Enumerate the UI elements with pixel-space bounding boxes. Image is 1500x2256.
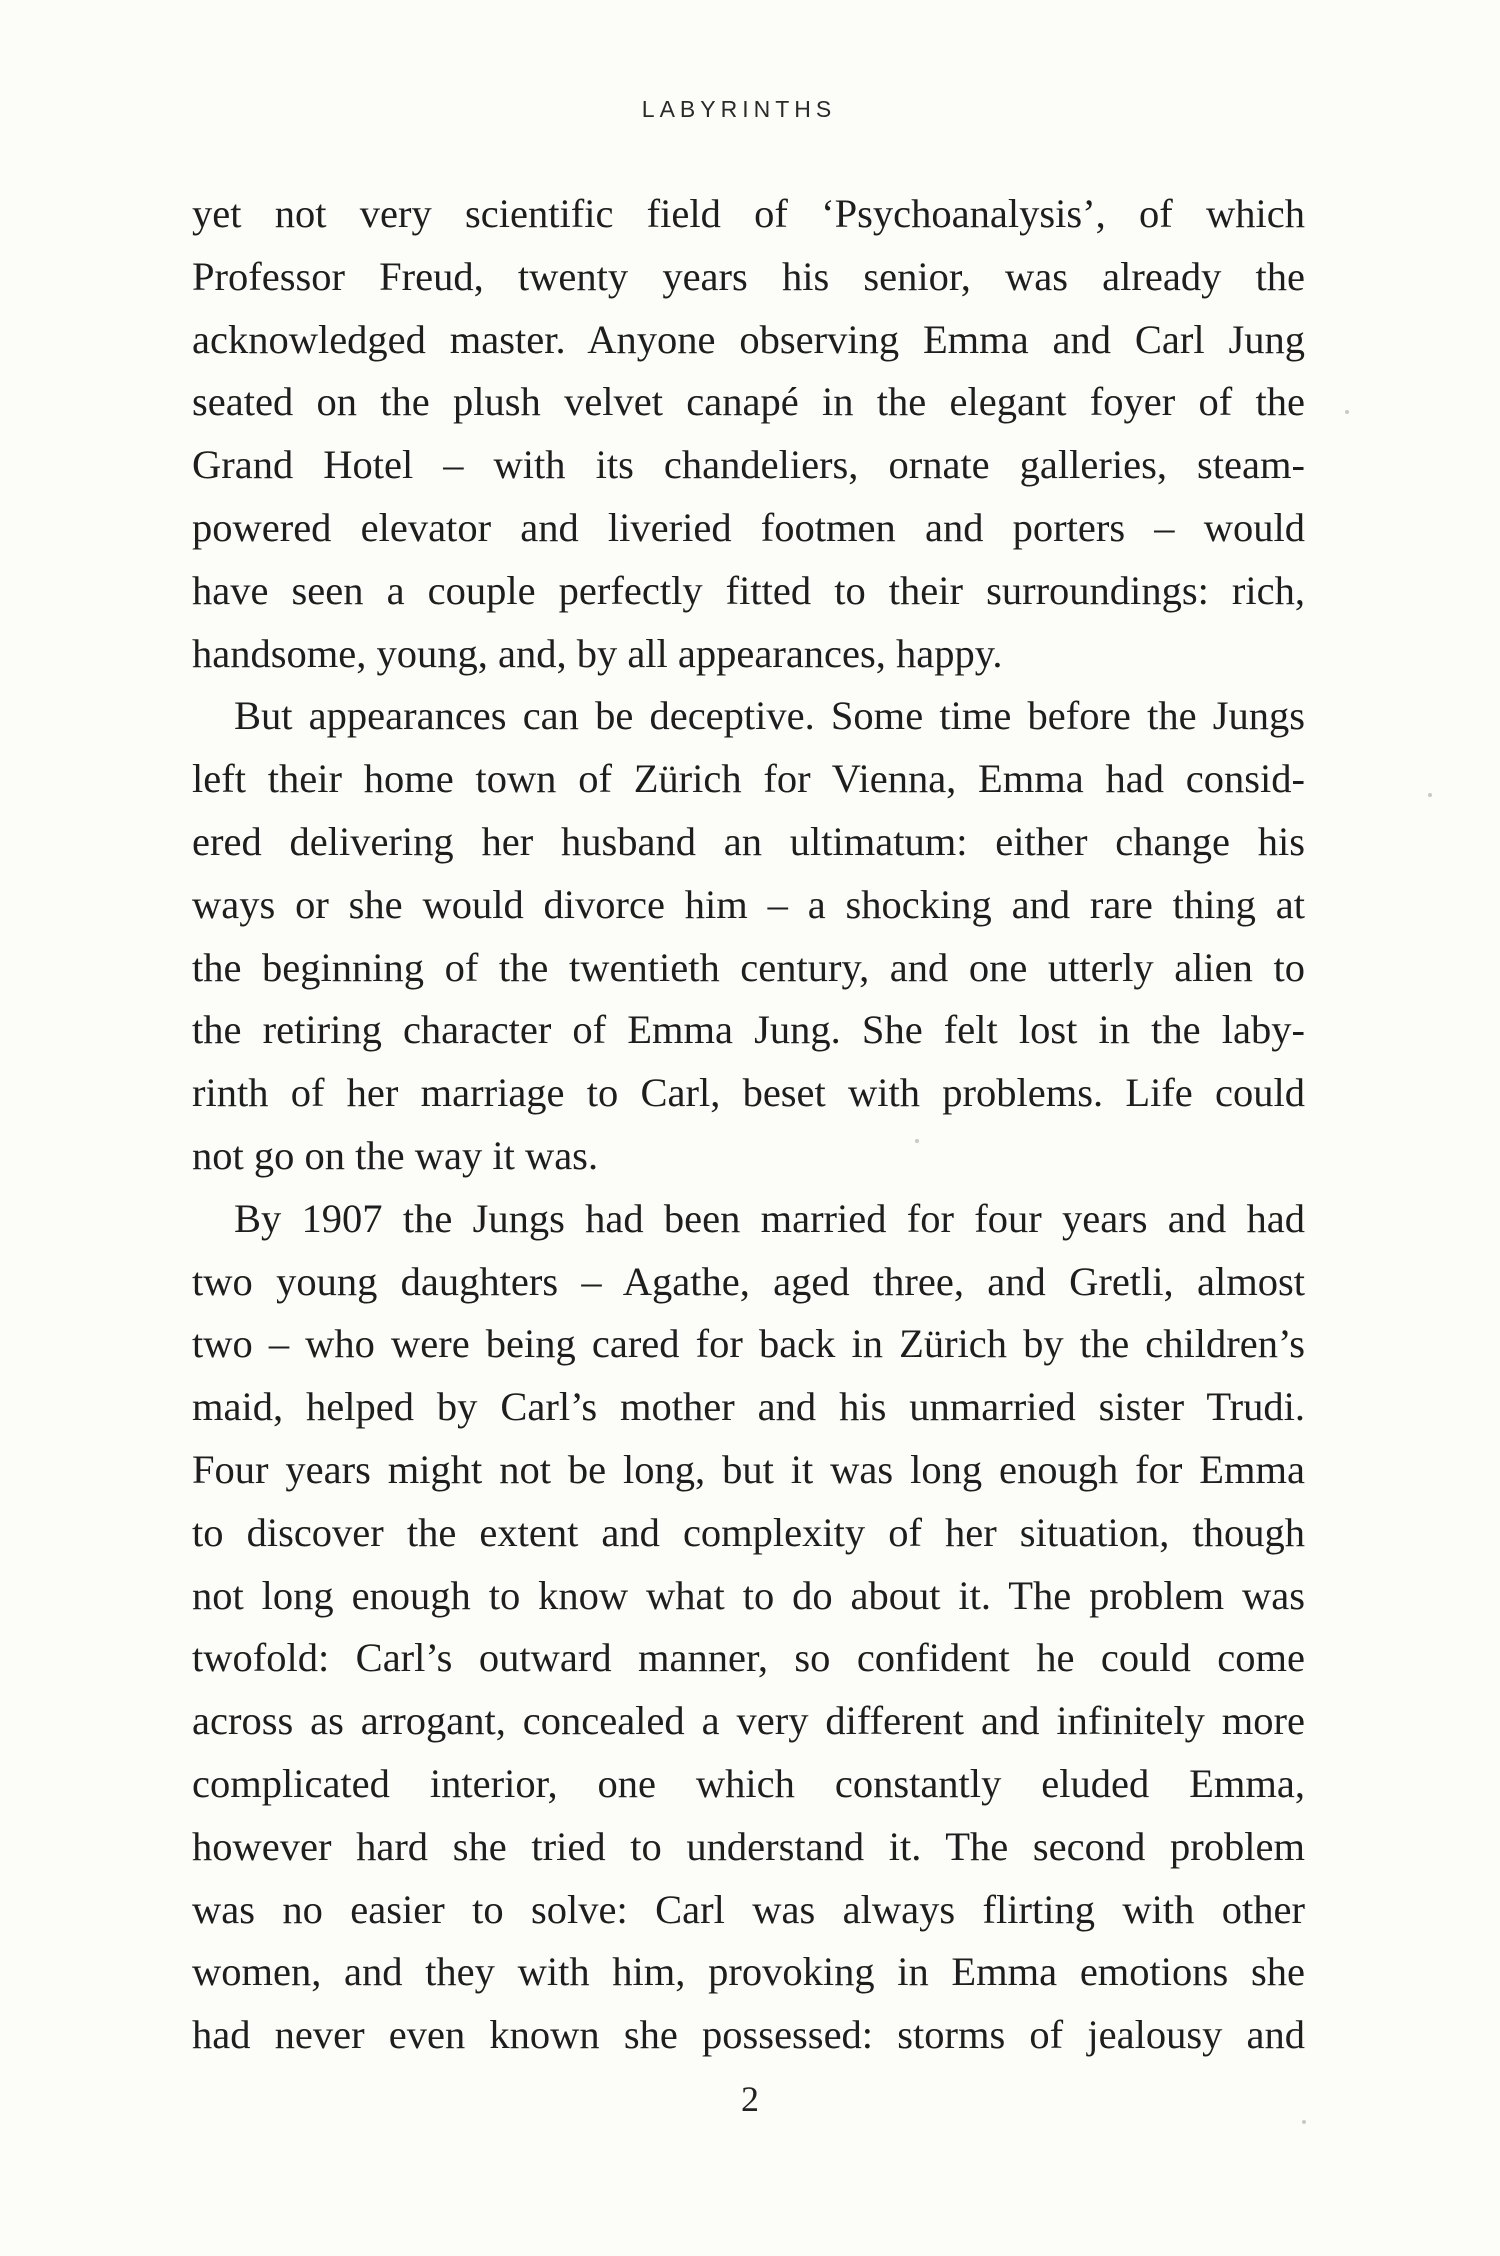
text-line: not long enough to know what to do about it. The problem was [192,1572,1305,1618]
text-line: yet not very scientific field of ‘Psychoanalysis’, of which [192,191,1305,236]
running-head: LABYRINTHS [641,96,837,122]
text-line: women, and they with him, provoking in Emma emotions she [192,1949,1305,1995]
text-line: rinth of her marriage to Carl, beset with problems. Life could [192,1070,1305,1116]
text-line: was no easier to solve: Carl was always flirting with other [192,1886,1305,1932]
text-line: handsome, young, and, by all appearances, happy. [192,630,1003,676]
body-text [192,183,1305,2067]
text-line: two – who were being cared for back in Zürich by the children’s [192,1321,1305,1367]
text-line: Four years might not be long, but it was long enough for Emma [192,1446,1305,1492]
text-line: twofold: Carl’s outward manner, so confident he could come [192,1635,1305,1681]
paper-speck [1302,2120,1306,2124]
text-line: But appearances can be deceptive. Some time before the Jungs [234,693,1305,739]
paragraph [192,183,1305,685]
text-line: Grand Hotel – with its chandeliers, ornate galleries, steam- [192,442,1305,488]
text-line: complicated interior, one which constantly eluded Emma, [192,1760,1305,1806]
text-line: not go on the way it was. [192,1132,599,1178]
text-line: the beginning of the twentieth century, and one utterly alien to [192,944,1305,990]
paper-speck [915,1139,919,1143]
paragraph [192,1188,1305,2067]
text-line: to discover the extent and complexity of her situation, though [192,1509,1305,1555]
text-line: powered elevator and liveried footmen and porters – would [192,504,1305,550]
text-line: across as arrogant, concealed a very different and infinitely more [192,1698,1305,1744]
text-line: have seen a couple perfectly fitted to their surroundings: rich, [192,567,1305,613]
text-line: had never even known she possessed: storms of jealousy and [192,2012,1305,2058]
text-line: left their home town of Zürich for Vienna, Emma had consid- [192,756,1305,802]
text-line: acknowledged master. Anyone observing Emma and Carl Jung [192,316,1305,362]
text-line: By 1907 the Jungs had been married for four years and had [234,1195,1305,1241]
text-line: ways or she would divorce him – a shocking and rare thing at [192,881,1305,927]
text-line: maid, helped by Carl’s mother and his unmarried sister Trudi. [192,1384,1305,1430]
page-number: 2 [741,2079,759,2119]
paper-speck [1345,410,1349,414]
text-line: Professor Freud, twenty years his senior, was already the [192,253,1305,299]
paper-speck [1428,793,1432,797]
text-line: however hard she tried to understand it. The second problem [192,1823,1305,1869]
paragraph [192,685,1305,1187]
text-line: ered delivering her husband an ultimatum: either change his [192,818,1305,864]
text-line: seated on the plush velvet canapé in the elegant foyer of the [192,379,1305,425]
text-line: two young daughters – Agathe, aged three, and Gretli, almost [192,1258,1305,1304]
text-line: the retiring character of Emma Jung. She felt lost in the laby- [192,1007,1305,1053]
